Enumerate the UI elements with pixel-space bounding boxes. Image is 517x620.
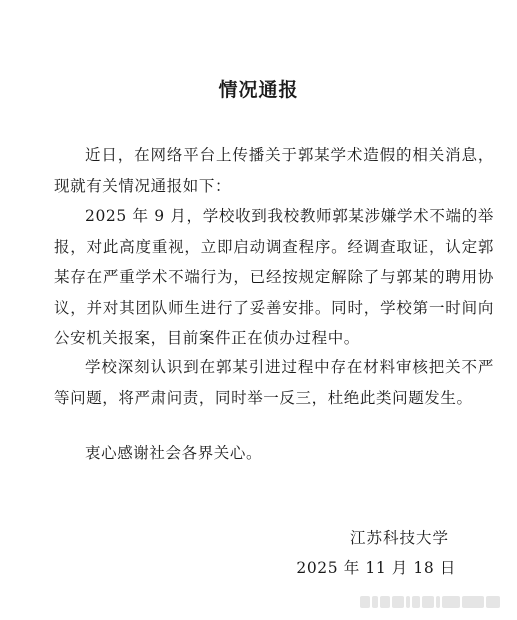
paragraph-intro: 近日，在网络平台上传播关于郭某学术造假的相关消息，现就有关情况通报如下： xyxy=(54,146,494,195)
watermark-logo xyxy=(360,594,500,610)
paragraph-investigation: 2025 年 9 月，学校收到我校教师郭某涉嫌学术不端的举报，对此高度重视，立即启动调查程序。经调查取证，认定郭某存在严重学术不端行为，已经按规定解除了与郭某的聘用协议，并对其团队师生进行了妥善安排。同时，学校第一时间向公安机关报案，目前案件正在侦办过程中。 xyxy=(54,207,494,347)
paragraph-thanks: 衷心感谢社会各界关心。 xyxy=(85,444,263,462)
signature-organization: 江苏科技大学 xyxy=(349,529,449,547)
paragraph-accountability: 学校深刻认识到在郭某引进过程中存在材料审核把关不严等问题，将严肃问责，同时举一反三，杜绝此类问题发生。 xyxy=(54,358,494,407)
document-title: 情况通报 xyxy=(218,79,299,101)
signature-date: 2025 年 11 月 18 日 xyxy=(296,559,456,577)
